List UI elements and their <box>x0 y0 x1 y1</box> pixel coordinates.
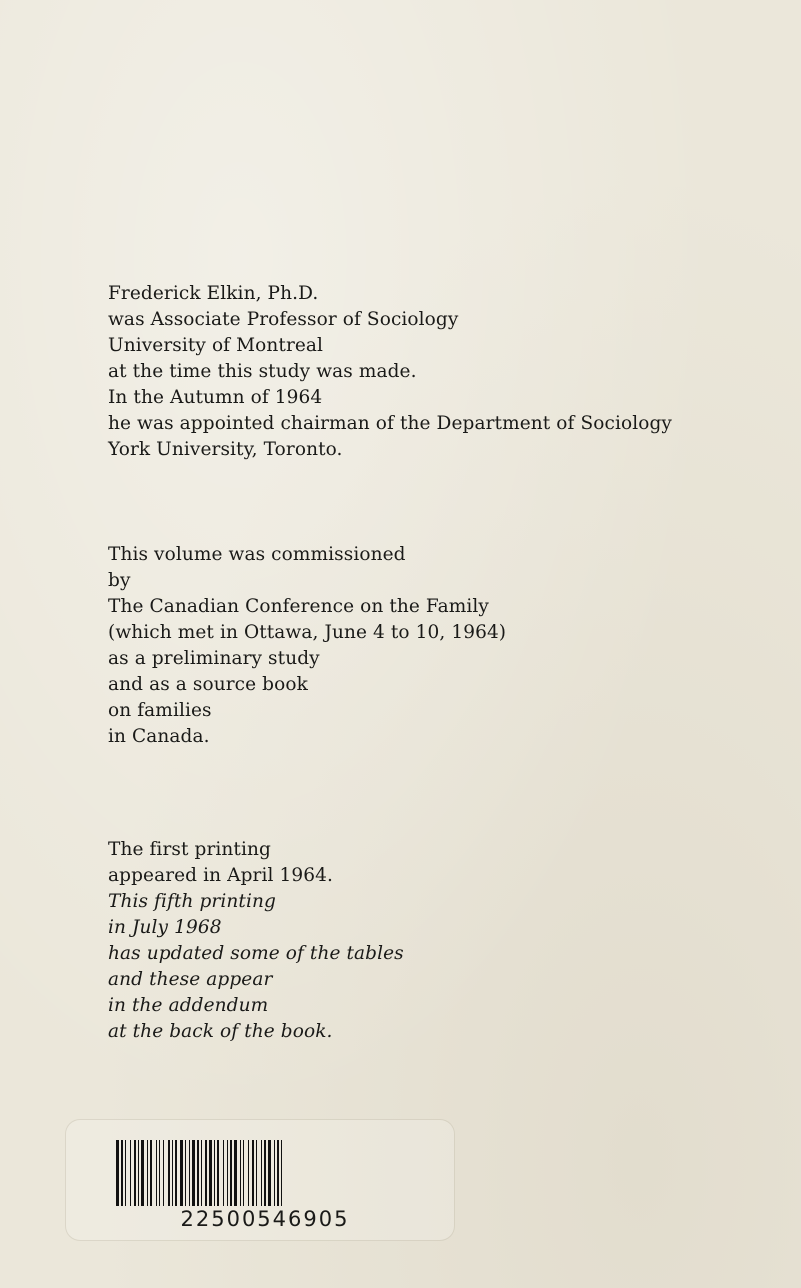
commission-line: This volume was commissioned <box>108 544 406 565</box>
commission-line: The Canadian Conference on the Family <box>108 596 489 617</box>
barcode-bar <box>252 1140 254 1206</box>
printing-line-italic: and these appear <box>108 969 273 990</box>
commission-line: by <box>108 570 131 591</box>
barcode-number: 22500546905 <box>180 1207 350 1231</box>
barcode-bar <box>141 1140 144 1206</box>
barcode-bar <box>197 1140 199 1206</box>
barcode-bar <box>214 1140 215 1206</box>
barcode-bar <box>281 1140 282 1206</box>
barcode-bar <box>277 1140 279 1206</box>
bio-line: In the Autumn of 1964 <box>108 387 323 408</box>
barcode-bar <box>217 1140 219 1206</box>
barcode-bar <box>172 1140 173 1206</box>
barcode-bar <box>168 1140 170 1206</box>
barcode-bar <box>156 1140 157 1206</box>
commission-line: on families <box>108 700 212 721</box>
barcode-bar <box>240 1140 241 1206</box>
barcode-bar <box>223 1140 224 1206</box>
barcode-bar <box>175 1140 177 1206</box>
barcode-bar <box>130 1140 131 1206</box>
bio-line: Frederick Elkin, Ph.D. <box>108 283 319 304</box>
printing-line: appeared in April 1964. <box>108 865 333 886</box>
barcode-bar <box>234 1140 237 1206</box>
barcode-bar <box>159 1140 160 1206</box>
barcode-bar <box>189 1140 190 1206</box>
bio-line: he was appointed chairman of the Department of Sociology <box>108 413 672 434</box>
barcode-bar <box>116 1140 119 1206</box>
barcode-bar <box>209 1140 212 1206</box>
commission-line: (which met in Ottawa, June 4 to 10, 1964) <box>108 622 507 643</box>
barcode-bar <box>201 1140 202 1206</box>
printing-line-italic: This fifth printing <box>108 891 276 912</box>
bio-line: was Associate Professor of Sociology <box>108 309 459 330</box>
bio-line: York University, Toronto. <box>108 439 343 460</box>
barcode-bar <box>205 1140 207 1206</box>
printing-line: The first printing <box>108 839 271 860</box>
barcode-bar <box>134 1140 136 1206</box>
barcode-bar <box>274 1140 275 1206</box>
commission-line: and as a source book <box>108 674 308 695</box>
barcode-bar <box>185 1140 186 1206</box>
barcode-bar <box>230 1140 232 1206</box>
commission-note <box>108 542 506 750</box>
barcode-bar <box>192 1140 195 1206</box>
commission-line: as a preliminary study <box>108 648 320 669</box>
barcode-bar <box>261 1140 262 1206</box>
author-bio <box>108 281 672 463</box>
printing-line-italic: in July 1968 <box>108 917 222 938</box>
barcode-bar <box>248 1140 249 1206</box>
commission-line: in Canada. <box>108 726 210 747</box>
barcode-bar <box>150 1140 152 1206</box>
barcode-bar <box>138 1140 139 1206</box>
barcode-bar <box>163 1140 164 1206</box>
printing-line-italic: at the back of the book. <box>108 1021 333 1042</box>
barcode-bar <box>180 1140 183 1206</box>
barcode-bar <box>264 1140 266 1206</box>
barcode-image <box>114 1140 416 1206</box>
barcode-bar <box>125 1140 126 1206</box>
bio-line: at the time this study was made. <box>108 361 417 382</box>
barcode-bar <box>268 1140 271 1206</box>
barcode-bar <box>121 1140 123 1206</box>
printing-line-italic: in the addendum <box>108 995 269 1016</box>
printing-history <box>108 837 404 1045</box>
barcode-bar <box>243 1140 244 1206</box>
printing-line-italic: has updated some of the tables <box>108 943 404 964</box>
barcode-bar <box>147 1140 148 1206</box>
barcode-bar <box>256 1140 257 1206</box>
bio-line: University of Montreal <box>108 335 324 356</box>
barcode-bar <box>227 1140 228 1206</box>
